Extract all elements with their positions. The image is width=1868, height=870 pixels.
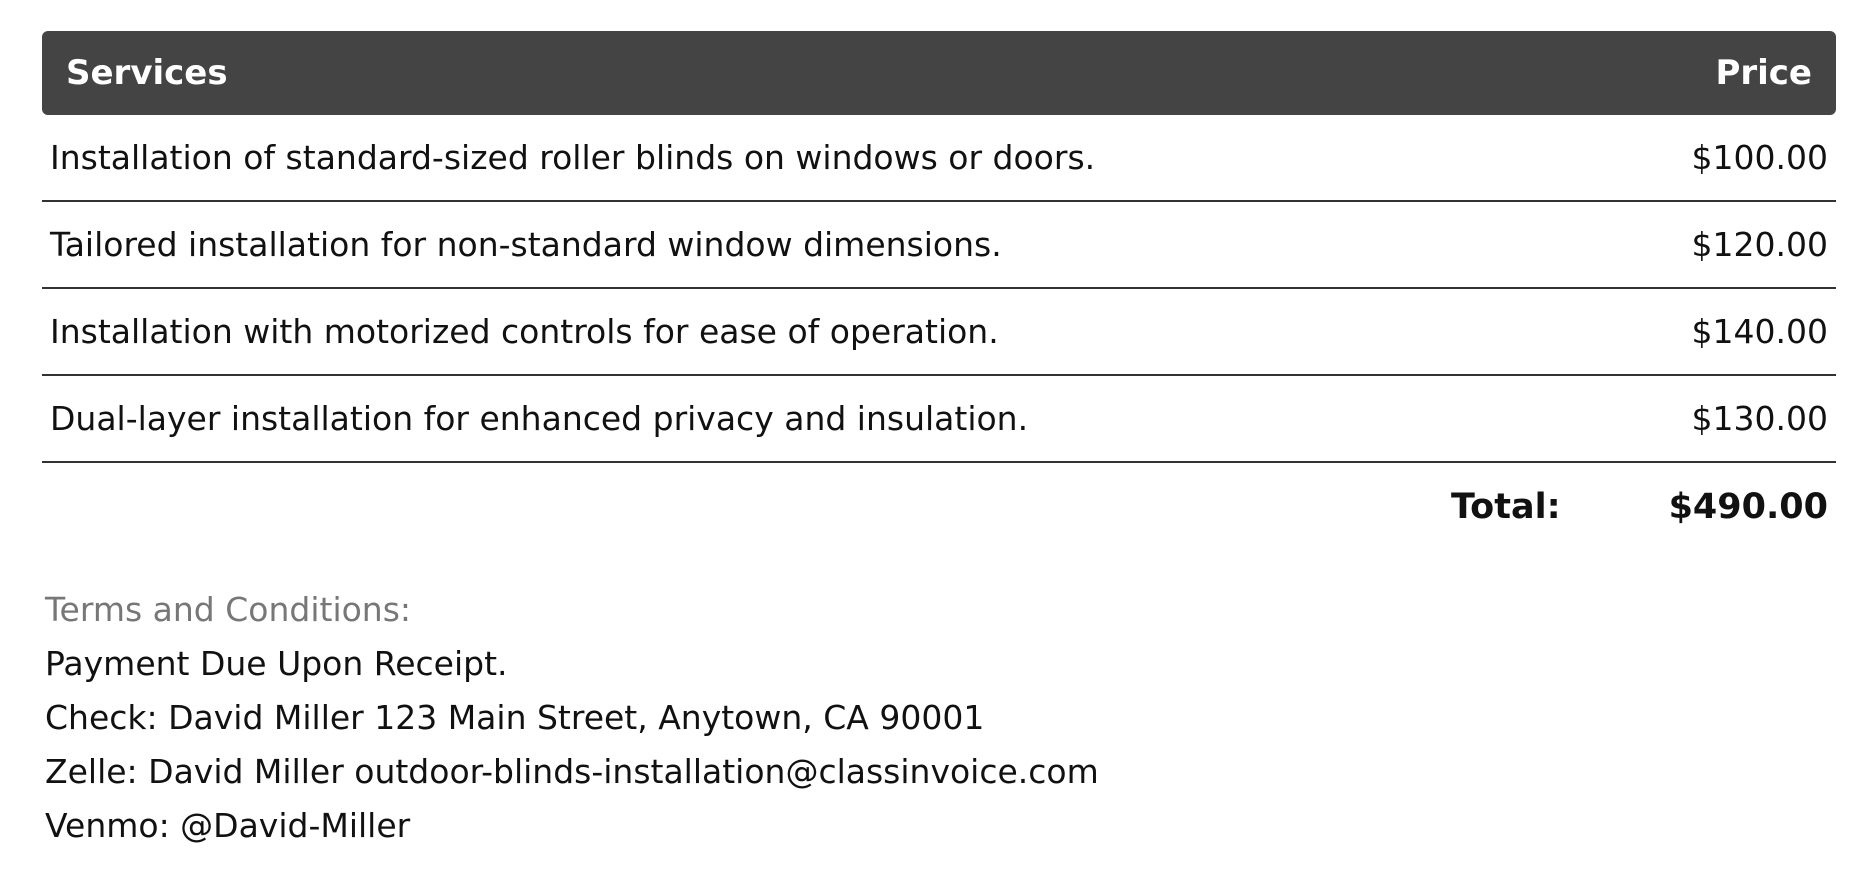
terms-line: Zelle: David Miller outdoor-blinds-installation@classinvoice.com <box>45 752 1099 791</box>
terms-line: Payment Due Upon Receipt. <box>45 644 508 683</box>
table-row <box>42 202 1836 289</box>
service-description: Tailored installation for non-standard window dimensions. <box>50 225 1002 264</box>
service-price: $100.00 <box>1691 138 1828 177</box>
terms-line: Venmo: @David-Miller <box>45 806 411 845</box>
price-column-header: Price <box>1715 53 1812 93</box>
service-price: $140.00 <box>1691 312 1828 351</box>
service-description: Dual-layer installation for enhanced privacy and insulation. <box>50 399 1029 438</box>
service-description: Installation of standard-sized roller blinds on windows or doors. <box>50 138 1096 177</box>
total-row <box>42 463 1836 550</box>
total-value: $490.00 <box>1668 486 1828 527</box>
table-row <box>42 115 1836 202</box>
services-column-header: Services <box>66 53 228 93</box>
total-label: Total: <box>1450 486 1561 527</box>
table-row <box>42 376 1836 463</box>
services-table <box>42 31 1836 550</box>
table-row <box>42 289 1836 376</box>
terms-title: Terms and Conditions: <box>45 590 412 629</box>
service-price: $130.00 <box>1691 399 1828 438</box>
terms-line: Check: David Miller 123 Main Street, Anytown, CA 90001 <box>45 698 985 737</box>
service-description: Installation with motorized controls for ease of operation. <box>50 312 999 351</box>
table-header <box>42 31 1836 115</box>
service-price: $120.00 <box>1691 225 1828 264</box>
terms-section <box>45 583 1099 853</box>
